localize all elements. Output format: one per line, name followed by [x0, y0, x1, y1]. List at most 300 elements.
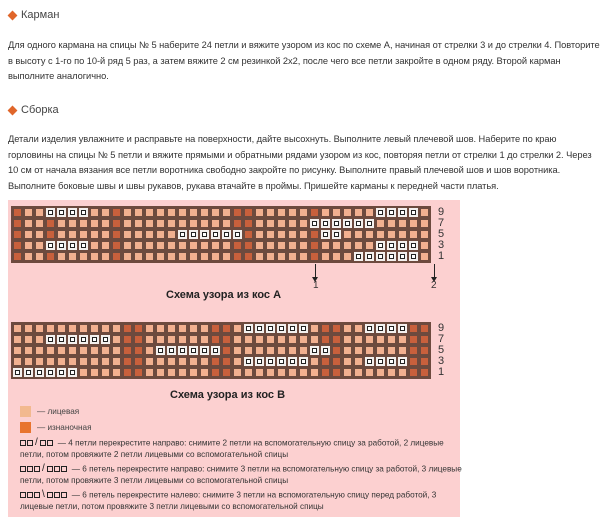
knit-stitch-cell	[111, 345, 122, 356]
legend-cable-6-left	[20, 489, 465, 512]
cable-stitch-cell	[386, 207, 397, 218]
knit-stitch-cell	[34, 356, 45, 367]
knit-stitch-cell	[353, 345, 364, 356]
knit-stitch-cell	[210, 240, 221, 251]
purl-stitch-cell	[320, 323, 331, 334]
knit-stitch-cell	[397, 229, 408, 240]
cable-stitch-cell	[276, 323, 287, 334]
knit-stitch-cell	[177, 356, 188, 367]
cable-stitch-cell	[45, 207, 56, 218]
cable-4-right-icon: /	[20, 437, 53, 448]
purl-stitch-cell	[133, 345, 144, 356]
purl-stitch-cell	[309, 251, 320, 262]
cable-stitch-cell	[254, 323, 265, 334]
knit-stitch-cell	[342, 356, 353, 367]
chart-a-grid	[11, 206, 431, 263]
knit-stitch-cell	[89, 207, 100, 218]
purl-stitch-cell	[232, 218, 243, 229]
row-label: 3	[438, 239, 445, 251]
knit-stitch-cell	[100, 229, 111, 240]
knit-stitch-cell	[133, 251, 144, 262]
knit-stitch-cell	[265, 367, 276, 378]
knit-stitch-cell	[397, 367, 408, 378]
cable-stitch-cell	[210, 345, 221, 356]
knit-stitch-cell	[309, 367, 320, 378]
purl-stitch-cell	[210, 334, 221, 345]
purl-stitch-cell	[331, 367, 342, 378]
knit-stitch-cell	[397, 218, 408, 229]
purl-stitch-cell	[243, 251, 254, 262]
cable-stitch-cell	[364, 218, 375, 229]
cable-stitch-cell	[397, 251, 408, 262]
cable-stitch-cell	[375, 207, 386, 218]
purl-stitch-cell	[408, 345, 419, 356]
knit-stitch-cell	[166, 323, 177, 334]
knit-stitch-cell	[375, 367, 386, 378]
cable-stitch-cell	[331, 229, 342, 240]
chart-b-grid	[11, 322, 431, 379]
knit-stitch-cell	[375, 229, 386, 240]
knit-stitch-cell	[188, 207, 199, 218]
purl-stitch-cell	[408, 367, 419, 378]
knit-stitch-cell	[155, 207, 166, 218]
knit-stitch-cell	[287, 207, 298, 218]
knit-stitch-cell	[23, 218, 34, 229]
knit-stitch-cell	[122, 229, 133, 240]
cable-stitch-cell	[353, 218, 364, 229]
cable-stitch-cell	[353, 251, 364, 262]
knit-stitch-cell	[199, 251, 210, 262]
purl-stitch-cell	[419, 334, 430, 345]
knit-stitch-cell	[166, 334, 177, 345]
knit-stitch-cell	[155, 356, 166, 367]
purl-stitch-cell	[45, 251, 56, 262]
purl-stitch-cell	[111, 229, 122, 240]
knit-stitch-cell	[12, 323, 23, 334]
knit-stitch-cell	[287, 218, 298, 229]
cable-stitch-cell	[243, 323, 254, 334]
knit-stitch-cell	[45, 345, 56, 356]
knit-stitch-cell	[364, 367, 375, 378]
knit-stitch-cell	[12, 345, 23, 356]
cable-stitch-cell	[232, 229, 243, 240]
knit-stitch-cell	[199, 240, 210, 251]
purl-stitch-cell	[320, 367, 331, 378]
knit-stitch-cell	[342, 334, 353, 345]
knit-stitch-cell	[23, 207, 34, 218]
cable-stitch-cell	[188, 345, 199, 356]
assembly-text: Детали изделия увлажните и расправьте на поверхности, дайте высохнуть. Выполните левый плечевой шов. Наберите по краю горловины на спицы № 5 петли и вяжите прямыми и обратными рядами узором из кос, повторяя петли от стрелки 1 до стрелки 2. Через 10 см от начала вязания все петли воротника свободно закройте по рисунку. Выполните правый плечевой шов и шов воротника. Выполните боковые швы и швы рукавов, рукава втачайте в проймы. Пришейте карманы к передней части платья.	[8, 134, 592, 191]
knit-stitch-cell	[199, 207, 210, 218]
knit-stitch-cell	[100, 345, 111, 356]
knit-stitch-cell	[23, 356, 34, 367]
knit-stitch-cell	[34, 207, 45, 218]
knit-stitch-cell	[78, 367, 89, 378]
knit-stitch-cell	[155, 367, 166, 378]
cable-stitch-cell	[309, 345, 320, 356]
knit-stitch-cell	[56, 218, 67, 229]
knit-stitch-cell	[45, 356, 56, 367]
knit-stitch-cell	[232, 334, 243, 345]
knit-stitch-cell	[188, 251, 199, 262]
chart-b-row-labels	[438, 323, 444, 378]
pattern-chart-panel	[8, 200, 460, 517]
knit-stitch-cell	[309, 356, 320, 367]
knit-stitch-cell	[188, 367, 199, 378]
purl-stitch-cell	[232, 240, 243, 251]
purl-stitch-cell	[331, 356, 342, 367]
knit-stitch-cell	[199, 356, 210, 367]
knit-stitch-cell	[144, 323, 155, 334]
legend-purl-label: — изнаночная	[37, 423, 92, 432]
knit-stitch-cell	[210, 251, 221, 262]
purl-stitch-cell	[210, 323, 221, 334]
knit-stitch-cell	[155, 323, 166, 334]
knit-stitch-cell	[243, 345, 254, 356]
purl-stitch-cell	[232, 207, 243, 218]
purl-stitch-cell	[12, 229, 23, 240]
knit-stitch-cell	[188, 240, 199, 251]
knit-stitch-cell	[100, 218, 111, 229]
knit-stitch-cell	[265, 240, 276, 251]
knit-stitch-cell	[78, 218, 89, 229]
knit-stitch-cell	[177, 323, 188, 334]
knit-stitch-cell	[375, 345, 386, 356]
purl-stitch-cell	[331, 345, 342, 356]
cable-stitch-cell	[78, 334, 89, 345]
arrow-label-2: 2	[431, 280, 437, 291]
knit-stitch-cell	[56, 323, 67, 334]
cable-stitch-cell	[67, 334, 78, 345]
purl-stitch-cell	[320, 334, 331, 345]
knit-stitch-cell	[353, 323, 364, 334]
knit-stitch-cell	[100, 251, 111, 262]
knit-stitch-cell	[265, 345, 276, 356]
knit-stitch-cell	[254, 240, 265, 251]
knit-stitch-cell	[408, 229, 419, 240]
arrow-1-icon	[315, 264, 316, 278]
cable-stitch-cell	[386, 251, 397, 262]
purl-stitch-cell	[133, 367, 144, 378]
cable-stitch-cell	[375, 240, 386, 251]
cable-stitch-cell	[56, 334, 67, 345]
cable-stitch-cell	[243, 356, 254, 367]
cable-stitch-cell	[386, 356, 397, 367]
knit-stitch-cell	[78, 323, 89, 334]
knit-stitch-cell	[111, 334, 122, 345]
purl-stitch-cell	[12, 218, 23, 229]
knit-stitch-cell	[265, 218, 276, 229]
knit-stitch-cell	[67, 323, 78, 334]
purl-stitch-cell	[243, 240, 254, 251]
cable-stitch-cell	[276, 356, 287, 367]
purl-swatch-icon	[20, 422, 31, 433]
purl-stitch-cell	[122, 367, 133, 378]
knit-stitch-cell	[364, 240, 375, 251]
cable-stitch-cell	[67, 367, 78, 378]
knit-stitch-cell	[287, 251, 298, 262]
purl-stitch-cell	[419, 323, 430, 334]
knit-stitch-cell	[89, 218, 100, 229]
knit-stitch-cell	[111, 367, 122, 378]
knit-stitch-cell	[177, 251, 188, 262]
purl-stitch-cell	[419, 356, 430, 367]
knit-stitch-cell	[364, 334, 375, 345]
knit-stitch-cell	[67, 229, 78, 240]
row-label: 5	[438, 344, 445, 356]
knit-stitch-cell	[320, 251, 331, 262]
legend-knit-label: — лицевая	[37, 407, 80, 416]
knit-stitch-cell	[45, 323, 56, 334]
knit-stitch-cell	[265, 334, 276, 345]
knit-stitch-cell	[144, 356, 155, 367]
knit-stitch-cell	[364, 207, 375, 218]
purl-stitch-cell	[111, 218, 122, 229]
purl-stitch-cell	[232, 251, 243, 262]
cable-stitch-cell	[386, 240, 397, 251]
row-label: 7	[438, 217, 445, 229]
cable-stitch-cell	[45, 334, 56, 345]
purl-stitch-cell	[309, 229, 320, 240]
knit-stitch-cell	[254, 345, 265, 356]
cable-stitch-cell	[408, 251, 419, 262]
knit-stitch-cell	[133, 240, 144, 251]
chart-a-row-labels	[438, 207, 444, 262]
diamond-bullet-icon	[8, 10, 18, 20]
cable-stitch-cell	[342, 218, 353, 229]
knit-stitch-cell	[78, 251, 89, 262]
cable-stitch-cell	[67, 207, 78, 218]
knit-stitch-cell	[353, 334, 364, 345]
chart-a-title: Схема узора из кос А	[166, 289, 282, 301]
knit-stitch-cell	[34, 345, 45, 356]
section-title-assembly: Сборка	[21, 104, 59, 116]
knit-stitch-cell	[100, 207, 111, 218]
knit-stitch-cell	[199, 334, 210, 345]
purl-stitch-cell	[122, 323, 133, 334]
purl-stitch-cell	[122, 345, 133, 356]
knit-stitch-cell	[254, 251, 265, 262]
legend-cable-6-left-text: — 6 петель перекрестите налево: снимите 3 петли на вспомогательную спицу перед работой, 3 лицевые петли, потом провяжите 3 петли лицевыми со вспомогательной спицы	[20, 490, 437, 511]
cable-stitch-cell	[34, 367, 45, 378]
knit-stitch-cell	[100, 356, 111, 367]
cable-stitch-cell	[177, 345, 188, 356]
knit-stitch-cell	[276, 345, 287, 356]
knit-stitch-cell	[144, 218, 155, 229]
knit-stitch-cell	[375, 334, 386, 345]
knit-stitch-cell	[56, 345, 67, 356]
knit-stitch-cell	[144, 367, 155, 378]
purl-stitch-cell	[408, 356, 419, 367]
knit-stitch-cell	[364, 345, 375, 356]
knit-stitch-cell	[375, 218, 386, 229]
purl-stitch-cell	[12, 207, 23, 218]
knit-stitch-cell	[276, 229, 287, 240]
knit-swatch-icon	[20, 406, 31, 417]
knit-stitch-cell	[155, 334, 166, 345]
knit-stitch-cell	[419, 240, 430, 251]
knit-stitch-cell	[298, 240, 309, 251]
knit-stitch-cell	[133, 207, 144, 218]
knit-stitch-cell	[298, 345, 309, 356]
purl-stitch-cell	[408, 323, 419, 334]
knit-stitch-cell	[122, 251, 133, 262]
purl-stitch-cell	[408, 334, 419, 345]
knit-stitch-cell	[342, 323, 353, 334]
knit-stitch-cell	[232, 323, 243, 334]
knit-stitch-cell	[177, 334, 188, 345]
purl-stitch-cell	[221, 356, 232, 367]
knit-stitch-cell	[155, 218, 166, 229]
knit-stitch-cell	[254, 218, 265, 229]
knit-stitch-cell	[78, 229, 89, 240]
purl-stitch-cell	[419, 367, 430, 378]
knit-stitch-cell	[56, 229, 67, 240]
knit-stitch-cell	[177, 240, 188, 251]
knit-stitch-cell	[100, 323, 111, 334]
knit-stitch-cell	[386, 229, 397, 240]
cable-stitch-cell	[397, 323, 408, 334]
purl-stitch-cell	[12, 240, 23, 251]
knit-stitch-cell	[89, 345, 100, 356]
cable-stitch-cell	[320, 345, 331, 356]
purl-stitch-cell	[111, 240, 122, 251]
cable-stitch-cell	[375, 323, 386, 334]
knit-stitch-cell	[276, 334, 287, 345]
knit-stitch-cell	[298, 334, 309, 345]
cable-stitch-cell	[56, 240, 67, 251]
cable-stitch-cell	[254, 356, 265, 367]
knit-stitch-cell	[89, 356, 100, 367]
purl-stitch-cell	[419, 345, 430, 356]
knit-stitch-cell	[243, 367, 254, 378]
cable-stitch-cell	[199, 345, 210, 356]
knit-stitch-cell	[298, 367, 309, 378]
purl-stitch-cell	[331, 323, 342, 334]
knit-stitch-cell	[419, 251, 430, 262]
knit-stitch-cell	[122, 207, 133, 218]
knit-stitch-cell	[56, 356, 67, 367]
section-title-pocket: Карман	[21, 9, 60, 21]
knit-stitch-cell	[78, 345, 89, 356]
knit-stitch-cell	[122, 240, 133, 251]
knit-stitch-cell	[254, 367, 265, 378]
purl-stitch-cell	[221, 345, 232, 356]
knit-stitch-cell	[419, 218, 430, 229]
knit-stitch-cell	[89, 323, 100, 334]
knit-stitch-cell	[221, 207, 232, 218]
cable-stitch-cell	[364, 323, 375, 334]
cable-stitch-cell	[45, 367, 56, 378]
row-label: 9	[438, 322, 445, 334]
knit-stitch-cell	[122, 218, 133, 229]
knit-stitch-cell	[23, 251, 34, 262]
knit-stitch-cell	[353, 240, 364, 251]
knit-stitch-cell	[353, 367, 364, 378]
cable-stitch-cell	[78, 240, 89, 251]
knit-stitch-cell	[67, 251, 78, 262]
knit-stitch-cell	[166, 367, 177, 378]
knit-stitch-cell	[23, 323, 34, 334]
cable-stitch-cell	[210, 229, 221, 240]
knit-stitch-cell	[331, 207, 342, 218]
knit-stitch-cell	[287, 345, 298, 356]
knit-stitch-cell	[342, 367, 353, 378]
cable-stitch-cell	[67, 240, 78, 251]
knit-stitch-cell	[287, 334, 298, 345]
cable-stitch-cell	[408, 240, 419, 251]
cable-stitch-cell	[23, 367, 34, 378]
knit-stitch-cell	[254, 334, 265, 345]
row-label: 9	[438, 206, 445, 218]
purl-stitch-cell	[309, 240, 320, 251]
cable-6-left-icon: \	[20, 489, 67, 500]
knit-stitch-cell	[166, 251, 177, 262]
purl-stitch-cell	[243, 218, 254, 229]
diamond-bullet-icon	[8, 105, 18, 115]
purl-stitch-cell	[133, 356, 144, 367]
purl-stitch-cell	[243, 229, 254, 240]
cable-stitch-cell	[397, 207, 408, 218]
knit-stitch-cell	[144, 207, 155, 218]
purl-stitch-cell	[221, 323, 232, 334]
purl-stitch-cell	[45, 218, 56, 229]
knit-stitch-cell	[89, 240, 100, 251]
cable-stitch-cell	[188, 229, 199, 240]
row-label: 7	[438, 333, 445, 345]
knit-stitch-cell	[353, 207, 364, 218]
chart-b-title: Схема узора из кос В	[170, 389, 286, 401]
knit-stitch-cell	[342, 251, 353, 262]
knit-stitch-cell	[188, 356, 199, 367]
knit-stitch-cell	[144, 334, 155, 345]
purl-stitch-cell	[111, 251, 122, 262]
knit-stitch-cell	[232, 345, 243, 356]
cable-stitch-cell	[309, 218, 320, 229]
cable-stitch-cell	[364, 356, 375, 367]
knit-stitch-cell	[342, 229, 353, 240]
cable-stitch-cell	[364, 251, 375, 262]
knit-stitch-cell	[144, 251, 155, 262]
knit-stitch-cell	[23, 240, 34, 251]
knit-stitch-cell	[386, 345, 397, 356]
pocket-text: Для одного кармана на спицы № 5 наберите 24 петли и вяжите узором из кос по схеме А, начиная от стрелки 3 и до стрелки 4. Повторите в высоту с 1-го по 10-й ряд 5 раз, а затем вяжите 2 см резинкой 2х2, после чего все петли закройте в одном ряду. Второй карман выполните аналогично.	[8, 40, 600, 81]
knit-stitch-cell	[386, 367, 397, 378]
cable-stitch-cell	[331, 218, 342, 229]
cable-stitch-cell	[221, 229, 232, 240]
purl-stitch-cell	[122, 334, 133, 345]
knit-stitch-cell	[144, 229, 155, 240]
knit-stitch-cell	[166, 207, 177, 218]
cable-stitch-cell	[287, 356, 298, 367]
knit-stitch-cell	[320, 207, 331, 218]
knit-stitch-cell	[177, 218, 188, 229]
knit-stitch-cell	[144, 240, 155, 251]
row-label: 5	[438, 228, 445, 240]
knit-stitch-cell	[276, 218, 287, 229]
knit-stitch-cell	[298, 207, 309, 218]
knit-stitch-cell	[34, 229, 45, 240]
knit-stitch-cell	[276, 251, 287, 262]
knit-stitch-cell	[133, 229, 144, 240]
cable-stitch-cell	[166, 345, 177, 356]
knit-stitch-cell	[254, 207, 265, 218]
arrow-2-icon	[434, 264, 435, 278]
legend-cable-4-right	[20, 437, 465, 460]
knit-stitch-cell	[276, 367, 287, 378]
knit-stitch-cell	[232, 367, 243, 378]
legend-cable-6-right-text: — 6 петель перекрестите направо: снимите 3 петли на вспомогательную спицу за работой, 3 лицевые петли, потом провяжите 3 петли лицевыми со вспомогательной спицы	[20, 464, 462, 485]
